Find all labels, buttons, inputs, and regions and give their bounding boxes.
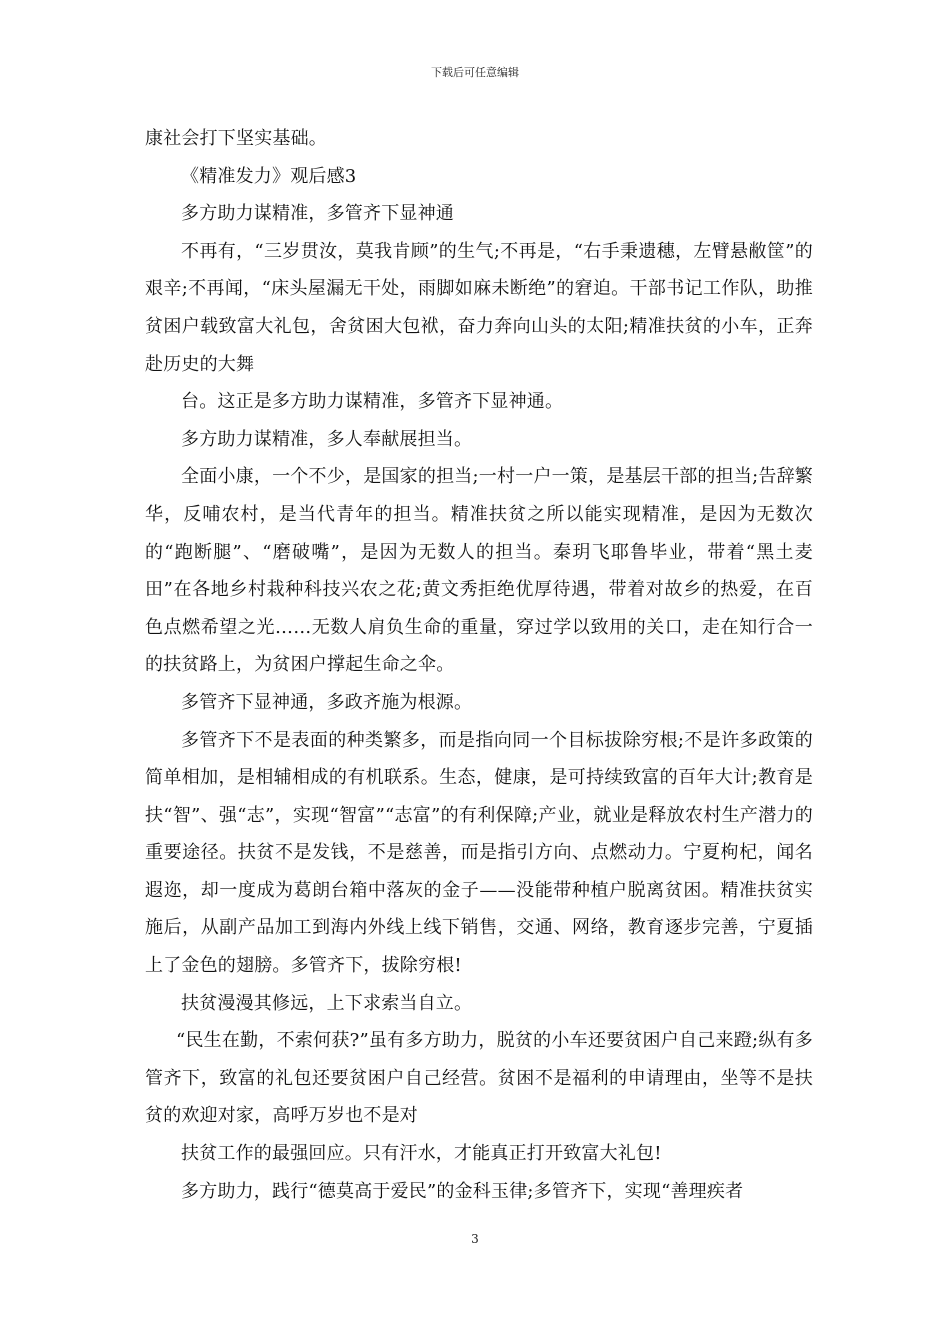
document-body: [145, 120, 813, 1210]
paragraph-continuation: 康社会打下坚实基础。: [145, 128, 327, 149]
section-title: 《精准发力》观后感3: [181, 165, 357, 187]
paragraph: 多方助力，践行“德莫高于爱民”的金科玉律;多管齐下，实现“善理疾者: [181, 1180, 744, 1202]
paragraph: 多管齐下不是表面的种类繁多，而是指向同一个目标拔除穷根;不是许多政策的简单相加，是相辅相成的有机联系。生态，健康，是可持续致富的百年大计;教育是扶“智”、强“志”，实现“智富”“志富”的有利保障;产业，就业是释放农村生产潜力的重要途径。扶贫不是发钱，不是慈善，而是指引方向、点燃动力。宁夏枸杞，闻名遐迩，却一度成为葛朗台箱中落灰的金子——没能带种植户脱离贫困。精准扶贫实施后，从副产品加工到海内外线上线下销售，交通、网络，教育逐步完善，宁夏插上了金色的翅膀。多管齐下，拔除穷根!: [145, 729, 813, 977]
subheading: 多管齐下显神通，多政齐施为根源。: [181, 691, 473, 713]
subheading: 扶贫漫漫其修远，上下求索当自立。: [181, 992, 473, 1014]
paragraph: 全面小康，一个不少，是国家的担当;一村一户一策，是基层干部的担当;告辞繁华，反哺农村，是当代青年的担当。精准扶贫之所以能实现精准，是因为无数次的“跑断腿”、“磨破嘴”，是因为无数人的担当。秦玥飞耶鲁毕业，带着“黑土麦田”在各地乡村栽种科技兴农之花;黄文秀拒绝优厚待遇，带着对故乡的热爱，在百色点燃希望之光……无数人肩负生命的重量，穿过学以致用的关口，走在知行合一的扶贫路上，为贫困户撑起生命之伞。: [145, 466, 813, 676]
page-number: 3: [471, 1232, 479, 1246]
subheading: 多方助力谋精准，多人奉献展担当。: [181, 428, 473, 450]
essay-title: 多方助力谋精准，多管齐下显神通: [181, 203, 454, 225]
page-header: 下载后可任意编辑: [431, 66, 519, 79]
paragraph: “民生在勤，不索何获?”虽有多方助力，脱贫的小车还要贫困户自己来蹬;纵有多管齐下，致富的礼包还要贫困户自己经营。贫困不是福利的申请理由，坐等不是扶贫的欢迎对家，高呼万岁也不是对: [145, 1030, 813, 1127]
paragraph: 不再有，“三岁贯汝，莫我肯顾”的生气;不再是，“右手秉遗穗，左臂悬敝筐”的艰辛;不再闻，“床头屋漏无干处，雨脚如麻未断绝”的窘迫。干部书记工作队，助推贫困户载致富大礼包，舍贫困大包袱，奋力奔向山头的太阳;精准扶贫的小车，正奔赴历史的大舞: [145, 240, 813, 375]
paragraph: 扶贫工作的最强回应。只有汗水，才能真正打开致富大礼包!: [181, 1143, 662, 1165]
paragraph: 台。这正是多方助力谋精准，多管齐下显神通。: [181, 391, 564, 413]
